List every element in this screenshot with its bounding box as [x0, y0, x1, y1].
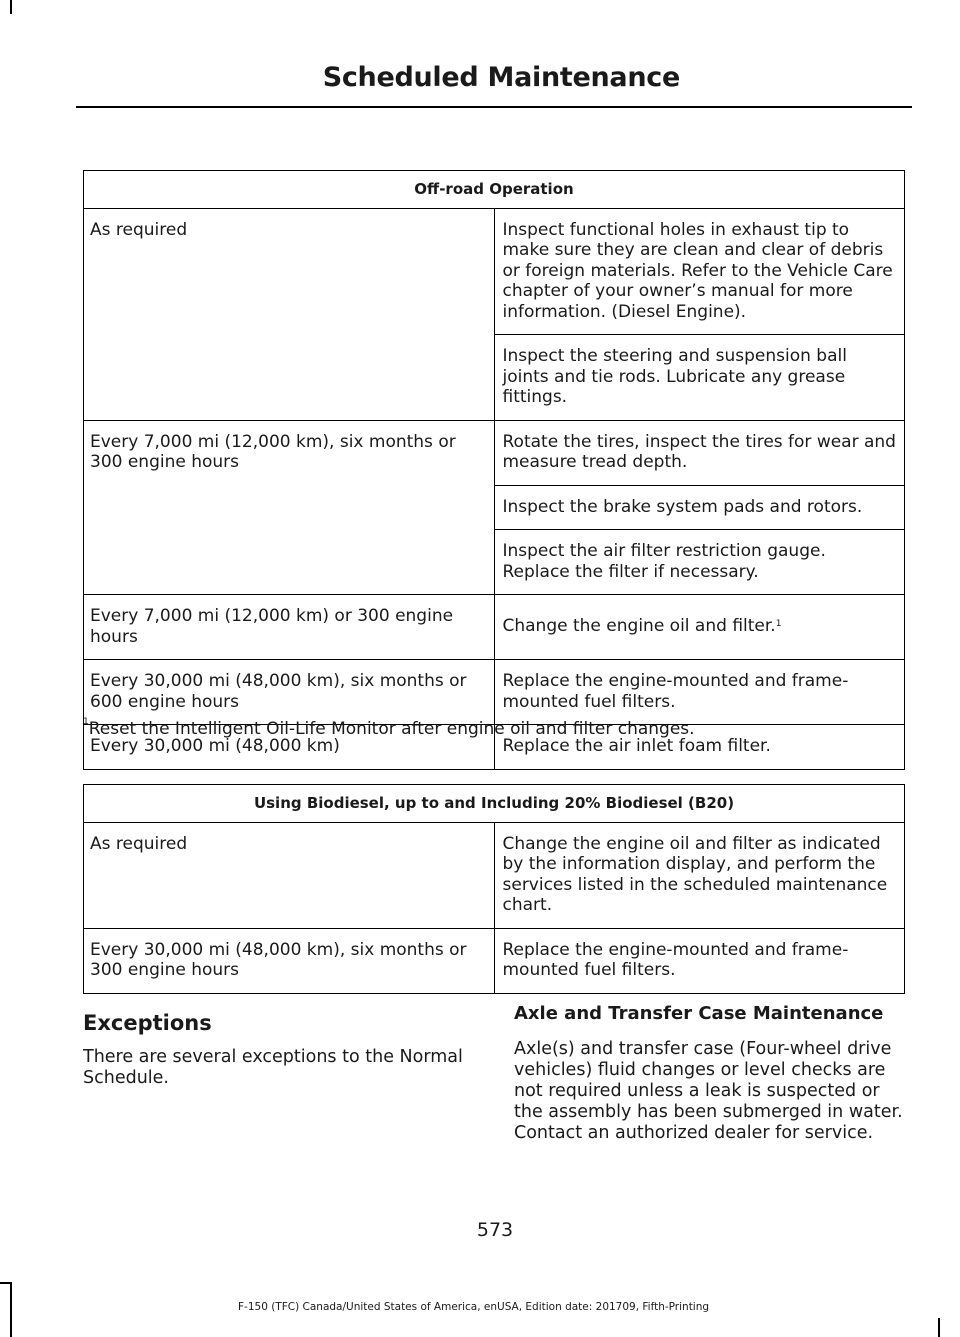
crop-mark-bottom-right [938, 1318, 940, 1337]
page-number: 573 [476, 1219, 514, 1241]
edition-line: F-150 (TFC) Canada/United States of America, enUSA, Edition date: 201709, Fifth-Printing [238, 1301, 710, 1313]
table-row [84, 208, 905, 335]
service-cell: Replace the air inlet foam filter. [494, 725, 905, 770]
page-title: Scheduled Maintenance [322, 62, 680, 93]
footnote-mark: 1 [83, 717, 89, 727]
interval-cell: Every 7,000 mi (12,000 km) or 300 engine hours [84, 595, 495, 660]
service-cell: Rotate the tires, inspect the tires for wear and measure tread depth. [494, 420, 905, 485]
table-title: Off-road Operation [84, 171, 905, 209]
service-cell [494, 595, 905, 660]
biodiesel-table [83, 784, 905, 994]
crop-mark-top-left [10, 0, 12, 14]
footnote-ref: 1 [775, 619, 782, 630]
service-cell: Change the engine oil and filter as indicated by the information display, and perform the services listed in the scheduled maintenance chart. [494, 822, 905, 928]
interval-cell: Every 30,000 mi (48,000 km), six months or 600 engine hours [84, 660, 495, 725]
table-row [84, 660, 905, 725]
footnote [83, 719, 695, 739]
offroad-operation-table [83, 170, 905, 770]
crop-mark-bottom-left [10, 1282, 12, 1337]
interval-cell: Every 30,000 mi (48,000 km) [84, 725, 495, 770]
service-text: Change the engine oil and filter. [502, 616, 776, 637]
table-row [84, 420, 905, 485]
interval-cell: Every 30,000 mi (48,000 km), six months or 300 engine hours [84, 928, 495, 993]
service-cell: Inspect the steering and suspension ball joints and tie rods. Lubricate any grease fittings. [494, 335, 905, 421]
service-cell: Inspect the air filter restriction gauge. Replace the filter if necessary. [494, 530, 905, 595]
service-cell: Replace the engine-mounted and frame-mounted fuel filters. [494, 660, 905, 725]
interval-cell: Every 7,000 mi (12,000 km), six months or 300 engine hours [84, 420, 495, 595]
table-row [84, 928, 905, 993]
service-cell: Replace the engine-mounted and frame-mounted fuel filters. [494, 928, 905, 993]
interval-cell: As required [84, 208, 495, 420]
table-title: Using Biodiesel, up to and Including 20% Biodiesel (B20) [84, 785, 905, 823]
axle-heading: Axle and Transfer Case Maintenance [514, 1003, 884, 1024]
title-rule [76, 106, 912, 108]
exceptions-heading: Exceptions [83, 1011, 212, 1035]
table-row [84, 822, 905, 928]
table-row [84, 595, 905, 660]
footnote-text: Reset the Intelligent Oil-Life Monitor after engine oil and filter changes. [88, 719, 695, 739]
service-cell: Inspect functional holes in exhaust tip to make sure they are clean and clear of debris or foreign materials. Refer to the Vehicle Care chapter of your owner’s manual for more information. (Diesel Engine). [494, 208, 905, 335]
interval-cell: As required [84, 822, 495, 928]
exceptions-body: There are several exceptions to the Normal Schedule. [83, 1047, 463, 1088]
axle-body: Axle(s) and transfer case (Four-wheel drive vehicles) fluid changes or level checks are not required unless a leak is suspected or the assembly has been submerged in water. Contact an authorized dealer for service. [514, 1039, 903, 1143]
crop-mark-bottom-left-h [0, 1282, 12, 1284]
service-cell: Inspect the brake system pads and rotors. [494, 485, 905, 530]
